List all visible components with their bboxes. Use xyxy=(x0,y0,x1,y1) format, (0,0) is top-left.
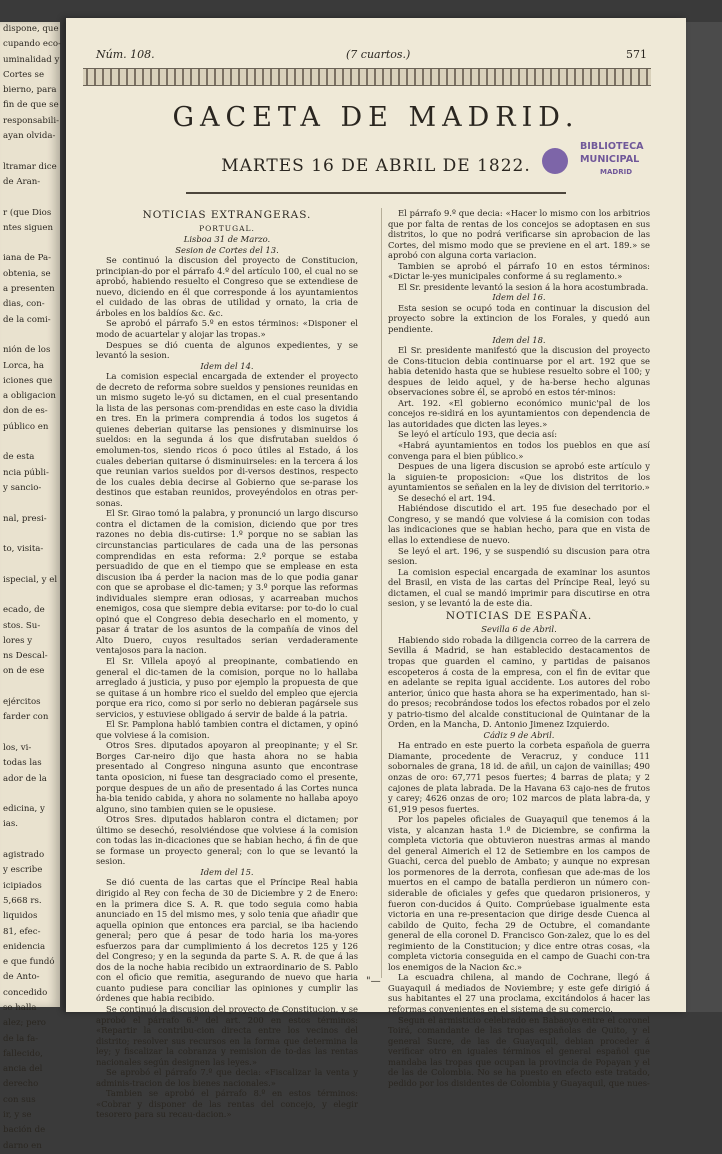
masthead-rule xyxy=(186,192,566,194)
left-page-line: obtenia, se xyxy=(3,268,51,279)
left-page-line: on de ese xyxy=(3,666,45,677)
dateline: Idem del 14. xyxy=(200,360,254,371)
left-page-line: Lorca, ha xyxy=(3,360,45,371)
left-page-line: ns Descal- xyxy=(3,651,48,662)
dateline: Cádiz 9 de Abril. xyxy=(483,729,555,740)
dateline: Idem del 15. xyxy=(200,866,254,877)
left-page-line: r (que Dios xyxy=(3,207,52,218)
paragraph: Se continuó la discusion del proyecto de Constitucion, principian-do por el párrafo 4.º del artículo 100, el cual no se aprobó, habiendo resuelto el Congreso que se extendiese de nuevo, diciendo en él que corresponde á los ayuntamientos el cuidado de las obras de utilidad y ornato, la cria de árboles en los baldíos &c. &c. xyxy=(96,255,358,318)
stamp-line-1: BIBLIOTECA xyxy=(580,141,644,152)
paragraph: El párrafo 9.º que decia: «Hacer lo mismo con los arbitrios que por falta de rentas de los concejos se adoptasen en sus distritos, lo que no podrá verificarse sin aprobacion de las Cortes, del mismo modo que se previene en el art. 189.» se aprobó con alguna corta variacion. xyxy=(388,208,650,261)
left-page-line: lores y xyxy=(3,635,33,646)
left-page-line xyxy=(0,833,60,848)
left-page-line xyxy=(0,236,60,251)
page-number: 571 xyxy=(626,48,647,61)
paragraph: La comision especial encargada de extender el proyecto de decreto de reforma sobre sueldos y pensiones reunidas en un mismo sugeto le-yó su dictamen, en el cual presentando la lista de las personas com-prendidas en este caso la dividia en tres. En la primera comprendia á todos los sugetos á quienes deberian quitarse las pensiones y disminuirse los sueldos: en la segunda á los que disfrutaban sueldos ó emolumen-tos, siendo ricos ó poco útiles al Estado, á los cuales deberian quitarse ó disminuirseles: en la tercera á los que reunian varios sueldos por di-versos destinos, respecto de los cuales debia decirse al Gobierno que se-parase los destinos que estaban reunidos, proveyéndolos en otras per-sonas. xyxy=(96,371,358,508)
left-page-line: ancia del xyxy=(3,1064,43,1075)
left-page-line: dias, con- xyxy=(3,299,45,310)
left-page-line: nión de los xyxy=(3,345,51,356)
left-page-line: nal, presi- xyxy=(3,513,47,524)
paragraph: Tambien se aprobó el párrafo 8.º en estos términos: «Cobrar y disponer de las rentas del concejo, y elegir tesorero para su recau-dacion.» xyxy=(96,1088,358,1120)
column-left xyxy=(96,208,358,1120)
left-page-line xyxy=(0,435,60,450)
left-page-line xyxy=(0,726,60,741)
library-stamp xyxy=(536,126,686,186)
paragraph: El Sr. Pamplona habló tambien contra el dictamen, y opinó que volviese á la comision. xyxy=(96,719,358,740)
section-heading: NOTICIAS EXTRANGERAS. xyxy=(142,209,312,221)
paragraph: El Sr. presidente levantó la sesion á la hora acostumbrada. xyxy=(398,281,649,292)
paragraph: El Sr. presidente manifestó que la discusion del proyecto de Cons-titucion debia continuarse por el art. 192 que se habia detenido hasta que se hubiese resuelto sobre el 100; y despues de leido aquel, y de ha-berse hecho algunas observaciones sobre él, se aprobó en estos tér-minos: xyxy=(388,345,650,398)
paragraph: Se aprobó el párrafo 5.º en estos términos: «Disponer el modo de acuartelar y alojar las tropas.» xyxy=(96,318,358,340)
left-page-line: to, visita- xyxy=(3,544,44,555)
left-page-line: farder con xyxy=(3,712,49,723)
left-page-line: Cortes se xyxy=(3,69,45,80)
left-page-line: los, vi- xyxy=(3,742,32,753)
left-page-line: icipiados xyxy=(3,880,42,891)
left-page-line: ayan olvida- xyxy=(3,131,56,142)
left-page-line: se halla xyxy=(3,1003,37,1013)
left-page-line: de esta xyxy=(3,452,35,463)
left-page-line: agistrado xyxy=(3,850,45,861)
coat-of-arms-icon xyxy=(542,148,568,174)
left-page-line: 5,668 rs. xyxy=(3,895,42,906)
column-divider xyxy=(381,208,382,978)
left-page-line xyxy=(0,328,60,343)
left-page-line: y escribe xyxy=(3,865,43,876)
stamp-line-2: MUNICIPAL xyxy=(580,154,640,165)
country-heading: PORTUGAL. xyxy=(199,223,255,233)
paragraph: La escuadra chilena, al mando de Cochrane, llegó á Guayaquil á mediados de Noviembre; y este gefe dirigió á sus habitantes el 27 una proclama, excitándolos á hacer las reformas convenientes en el sistema de su comercio. xyxy=(388,972,650,1015)
paragraph: Se desechó el art. 194. xyxy=(398,492,496,503)
footer-mark: "— xyxy=(366,976,381,987)
previous-page-strip xyxy=(0,22,61,1151)
left-page-line: de Anto- xyxy=(3,972,40,983)
paragraph: Ha entrado en este puerto la corbeta española de guerra Diamante, procedente de Veracruz, y conduce 111 sobornales de grana, 18 id. de añil, un cajon de vainillas; 490 onzas de oro: 67,771 pesos fuertes; 4 barras de plata; y 2 cajones de plata labrada. De la Havana 63 cajo-nes de frutos y carey; 4626 onzas de oro; 102 marcos de plata labra-da, y 61,919 pesos fuertes. xyxy=(388,740,650,814)
left-page-line: alez; pero xyxy=(3,1018,46,1029)
left-page-line: uminalidad y xyxy=(3,54,60,65)
left-page-line: fallecido, xyxy=(3,1048,43,1059)
left-page-line: todas las xyxy=(3,758,42,769)
paragraph: Segun el armisticio celebrado en Babaoyo entre el coronel Toirá, comandante de las tropas españolas de Quito, y el general Sucre, de las de Guayaquil, debian proceder á verificar otro en iguales términos el general español que mandaba las tropas que ocupan la provincia de Popayan y el de las de Colombia. No se ha puesto en efecto este tratado, pedido por los disidentes de Colombia y Guayaquil, que nues- xyxy=(388,1014,650,1088)
dateline: Idem del 16. xyxy=(492,292,546,303)
left-page-line: ejércitos xyxy=(3,697,41,708)
dateline: Idem del 18. xyxy=(492,334,546,345)
paragraph: Habiéndose discutido el art. 195 fue desechado por el Congreso, y se mandó que volviese á la comision con todas las indicaciones que se habian hecho, para que en vista de ellas lo extendiese de nuevo. xyxy=(388,503,650,545)
left-page-line: de la fa- xyxy=(3,1033,39,1044)
section-heading: NOTICIAS DE ESPAÑA. xyxy=(445,609,593,622)
left-page-line: bación de xyxy=(3,1125,46,1136)
paragraph: Se leyó el art. 196, y se suspendió su discusion para otra sesion. xyxy=(388,545,650,567)
left-page-line: ias. xyxy=(3,819,19,830)
dateline: Sevilla 6 de Abril. xyxy=(481,624,557,635)
left-page-line xyxy=(0,680,60,695)
paragraph: Otros Sres. diputados hablaron contra el dictamen; por último se desechó, resolviéndose que volviese á la comision con todas las in-dicaciones que se habian hecho, á fin de que se formase un proyecto general; con lo que se levantó la sesion. xyxy=(96,814,358,867)
left-page-line xyxy=(0,144,60,159)
left-page-line: de la comi- xyxy=(3,314,51,325)
left-page-line: dispone, que xyxy=(3,24,59,34)
stamp-line-3: MADRID xyxy=(600,168,632,176)
left-page-line xyxy=(0,190,60,205)
paragraph: El Sr. Villela apoyó al preopinante, combatiendo en general el dic-tamen de la comision, porque no lo hallaba arreglado á justicia, y puso por ejemplo la propuesta de que se quitase á un hombre rico el sueldo del empleo que ejercia porque era rico, como si por serlo no debieran pagársele sus servicios, y estuviese obligado á servir de balde á la patria. xyxy=(96,655,358,719)
left-page-line xyxy=(0,496,60,511)
paragraph: Se aprobó el párrafo 7.º que decia: «Fiscalizar la venta y adminis-tracion de los bienes nacionales.» xyxy=(96,1067,358,1088)
left-page-line: ncia públi- xyxy=(3,467,49,478)
left-page-line: con sus xyxy=(3,1094,36,1105)
newspaper-page xyxy=(66,18,686,1120)
paragraph: Esta sesion se ocupó toda en continuar la discusion del proyecto sobre la extincion de los Forales, y quedó aun pendiente. xyxy=(388,302,650,335)
left-page-line: ispecial, y el xyxy=(3,574,58,585)
left-page-line: ir, y se xyxy=(3,1110,32,1121)
dateline: Lisboa 31 de Marzo. xyxy=(183,234,271,245)
paragraph: La comision especial encargada de examinar los asuntos del Brasil, en vista de las cartas del Príncipe Real, leyó su dictamen, el cual se mandó imprimir para discutirse en otra sesion, y se levantó la de este dia. xyxy=(388,566,650,609)
left-page-line: responsabili- xyxy=(3,115,59,126)
paragraph: Se leyó el artículo 193, que decia así: xyxy=(398,429,558,440)
left-page-line: bierno, para xyxy=(3,85,57,96)
scan-background xyxy=(686,22,722,1012)
left-page-line: derecho xyxy=(3,1079,39,1090)
left-page-line: liquidos xyxy=(3,911,38,922)
left-page-line: cupando eco- xyxy=(3,39,61,50)
paragraph: Despues se dió cuenta de algunos expedientes, y se levantó la sesion. xyxy=(96,339,358,361)
left-page-line xyxy=(0,557,60,572)
left-page-line xyxy=(0,527,60,542)
left-page-line: don de es- xyxy=(3,406,48,417)
left-page-line xyxy=(0,588,60,603)
left-page-line: a obligacion xyxy=(3,391,56,402)
left-page-line: 81, efec- xyxy=(3,926,41,937)
dateline: Sesion de Cortes del 13. xyxy=(175,244,279,255)
left-page-line: ltramar dice xyxy=(3,161,57,172)
left-page-line: e que fundó xyxy=(3,957,55,968)
masthead-title: GACETA DE MADRID. xyxy=(172,102,580,133)
left-page-line: stos. Su- xyxy=(3,620,41,631)
ornamental-border xyxy=(83,68,651,86)
left-page-line: edicina, y xyxy=(3,804,45,815)
left-page-line: fin de que se xyxy=(3,100,59,111)
paragraph: Art. 192. «El gobierno económico munic'pal de los concejos re-sidirá en los ayuntamientos con dependencia de las autoridades que dicten las leyes.» xyxy=(388,397,650,429)
paragraph: Tambien se aprobó el párrafo 10 en estos términos: «Dictar le-yes municipales conforme á su reglamento.» xyxy=(388,260,650,282)
left-page-line: concedido xyxy=(3,987,48,998)
left-page-line: de Aran- xyxy=(3,176,41,187)
left-page-line: iana de Pa- xyxy=(3,253,52,264)
paragraph: Por los papeles oficiales de Guayaquil que tenemos á la vista, y alcanzan hasta 1.º de Diciembre, se confirma la completa victoria que obtuvieron nuestras armas al mando del general Aimerich el 12 de Setiembre en los campos de Guachi, cerca del pueblo de Ambato; y aunque no expresan los pormenores de la derrota, confiesan que ade-mas de los muertos en el campo de batalla perdieron un número con-siderable de oficiales y gefes que quedaron prisioneros, y fueron con-ducidos á Quito. Comprúebase igualmente esta victoria en una re-presentacion que dirige desde Cuenca al cabildo de Quito, fecha 29 de Octubre, el comandante general de ella coronel D. Francisco Gon-zalez, que lo es del regimiento de la Constitucion; y dice entre otras cosas, «la completa victoria conseguida en el campo de Guachi con-tra los enemigos de la Nacion &c.» xyxy=(388,814,650,972)
paragraph: El Sr. Girao tomó la palabra, y pronunció un largo discurso contra el dictamen de la comision, diciendo que por tres razones no debia dis-cutirse: 1.º porque no se sabian las circunstancias particulares de cada una de las personas comprendidas en esta reforma: 2.º porque se estaba persuadido de que en el tiempo que se emplease en esta discusion iba á perder la nacion mas de lo que podia ganar con que se aprobase el dic-tamen; y 3.º porque las reformas individuales siempre eran odiosas, y acarreaban muchos enemigos, cosa que siempre debia evitarse: por to-do lo cual opinó que el Congreso debia desecharlo en el momento, y pasar á tratar de los asuntos de la compañía de vinos del Alto Duero, cuyos resultados serian verdaderamente ventajosos para la nacion. xyxy=(96,508,358,656)
left-page-line: público en xyxy=(3,421,49,432)
left-page-line: darno en xyxy=(3,1140,42,1151)
left-page-line: ntes siguen xyxy=(3,222,54,233)
paragraph: «Habrá ayuntamientos en todos los pueblos en que así convenga para el bien público.» xyxy=(388,440,650,461)
masthead-date: MARTES 16 DE ABRIL DE 1822. xyxy=(221,156,531,176)
left-page-line: enidencia xyxy=(3,941,46,952)
issue-number: Núm. 108. xyxy=(96,48,155,61)
paragraph: Se dió cuenta de las cartas que el Príncipe Real habia dirigido al Rey con fecha de 30 de Diciembre y 2 de Enero: en la primera dice S. A. R. que todo seguia como habia anunciado en 15 del mismo mes, y solo tenia que añadir que aquella opinion que entonces era parcial, se iba haciendo general; pero que á pesar de todo haria los ma-yores esfuerzos para dar cumplimiento á los decretos 125 y 126 del Congreso; y en la segunda da parte S. A. R. de que á las dos de la noche habia recibido un extraordinario de S. Pablo con el oficio que remitia, asegurando de nuevo que haria cuanto pudiese para conciliar las opiniones y cumplir las órdenes que habia recibido. xyxy=(96,877,358,1004)
left-page-line: iciones que xyxy=(3,375,53,386)
paragraph: Se continuó la discusion del proyecto de Constitucion, y se aprobó el párrafo 6.º del art. 200 en estos términos: «Repartir la contribu-cion directa entre los vecinos del distrito; resolver sus recursos en la forma que determina la ley; y fiscalizar la cobranza y remision de to-das las rentas nacionales según designen las leyes.» xyxy=(96,1004,358,1067)
left-page-line xyxy=(0,787,60,802)
paragraph: Otros Sres. diputados apoyaron al preopinante; y el Sr. Borges Car-neiro dijo que hasta ahora no se habia presentado al Congreso ninguna asunto que encontrase tanta oposicion, ni fuese tan desgraciado como el presente, porque despues de un año de presentado á las Cortes nunca ha-bia tenido cabida, y ahora no solamente no hallaba apoyo alguno, sino tambien quien se le opusiese. xyxy=(96,740,358,814)
left-page-line: y sancio- xyxy=(3,482,42,493)
column-right xyxy=(388,208,650,1088)
paragraph: Despues de una ligera discusion se aprobó este artículo y la siguien-te proposicion: «Que los distritos de los ayuntamientos se señalen en la ley de division del territorio.» xyxy=(388,461,650,493)
paragraph: Habiendo sido robada la diligencia correo de la carrera de Sevilla á Madrid, se han establecido destacamentos de tropas que guarden el camino, y partidas de paisanos escopeteros á costa de la empresa, con el fin de evitar que en adelante se repita igual accidente. Los autores del robo anterior, único que hasta ahora se ha experimentado, han si-do presos; recobrándose todos los efectos robados por el zelo y patrio-tismo del alcalde constitucional de Quintanar de la Orden, en la Mancha, D. Antonio Jimenez Izquierdo. xyxy=(388,634,651,730)
left-page-line: a presenten xyxy=(3,284,55,295)
left-page-line: ador de la xyxy=(3,773,47,784)
price: (7 cuartos.) xyxy=(346,48,411,61)
left-page-line: ecado, de xyxy=(3,605,45,616)
